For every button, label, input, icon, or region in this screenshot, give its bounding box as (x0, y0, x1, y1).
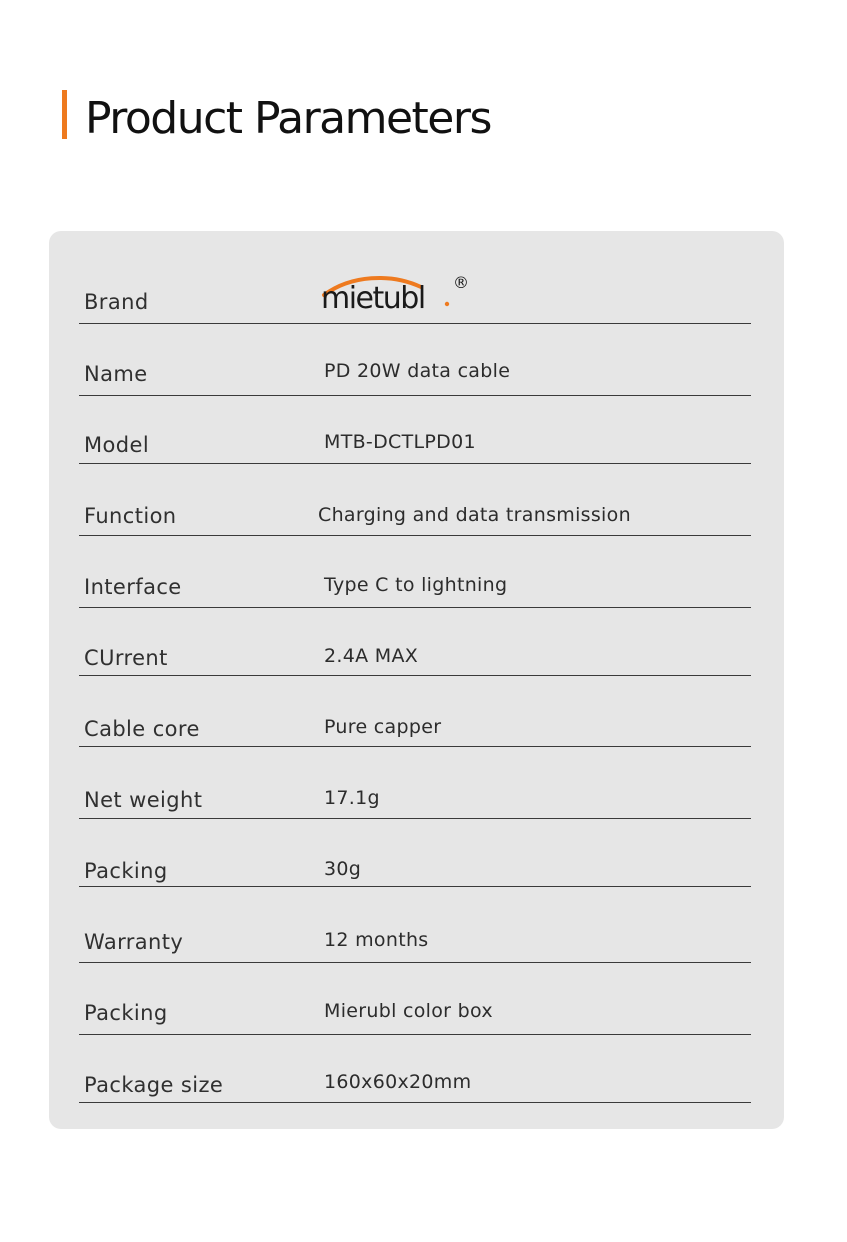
param-label: Interface (84, 575, 182, 599)
param-label: Packing (84, 1001, 168, 1025)
param-row-name (79, 324, 751, 396)
param-row-interface (79, 536, 751, 608)
mietubl-logo-icon (321, 271, 481, 315)
param-value: Type C to lightning (324, 574, 508, 596)
param-label: Function (84, 504, 177, 528)
param-label: Warranty (84, 930, 184, 954)
param-label: Name (84, 362, 148, 386)
param-label: CUrrent (84, 646, 168, 670)
param-value: MTB-DCTLPD01 (324, 431, 476, 453)
param-value: PD 20W data cable (324, 360, 511, 382)
brand-logo (321, 271, 481, 315)
param-row-function (79, 464, 751, 536)
param-row-cable-core (79, 676, 751, 747)
param-label: Net weight (84, 788, 203, 812)
param-label: Model (84, 433, 150, 457)
param-row-current (79, 608, 751, 676)
param-value: 12 months (324, 929, 429, 951)
title-accent-bar (62, 90, 67, 139)
param-value: 160x60x20mm (324, 1071, 472, 1093)
param-row-model (79, 396, 751, 464)
page-title: Product Parameters (85, 93, 491, 144)
param-value: Charging and data transmission (318, 504, 631, 526)
param-value: Pure capper (324, 716, 442, 738)
param-label: Package size (84, 1073, 224, 1097)
param-value: Mierubl color box (324, 1000, 493, 1022)
param-row-packing-box (79, 963, 751, 1035)
param-row-packing-weight (79, 819, 751, 887)
param-value: 2.4A MAX (324, 645, 419, 667)
svg-text:®: ® (453, 273, 469, 292)
param-row-package-size (79, 1035, 751, 1103)
param-value: 30g (324, 858, 362, 880)
svg-text:mietubl: mietubl (321, 281, 425, 315)
parameters-card (49, 231, 784, 1129)
param-label: Packing (84, 859, 168, 883)
param-row-net-weight (79, 747, 751, 819)
param-row-warranty (79, 887, 751, 963)
param-value: 17.1g (324, 787, 380, 809)
param-label: Brand (84, 290, 149, 314)
param-label: Cable core (84, 717, 200, 741)
param-row-brand (79, 271, 751, 324)
